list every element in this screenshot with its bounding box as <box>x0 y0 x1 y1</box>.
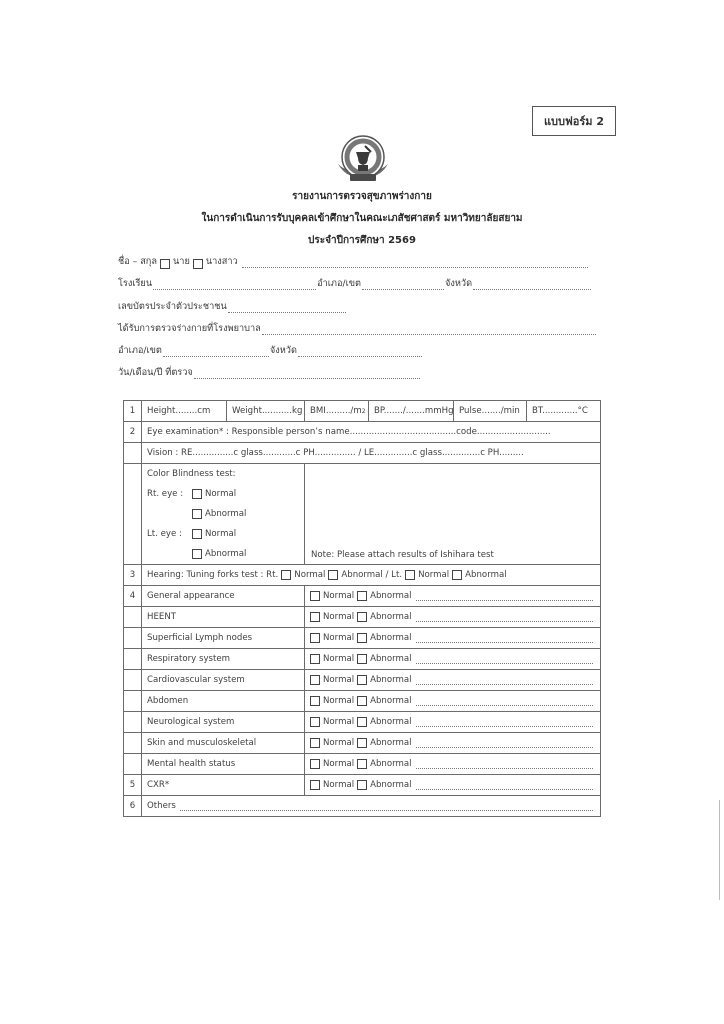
abnormal-checkbox[interactable] <box>357 654 367 664</box>
name-field[interactable] <box>242 258 588 268</box>
eye-exam-label: Eye examination* : Responsible person’s name.......................................code........................... <box>147 427 551 437</box>
abnormal-label: Abnormal <box>370 696 412 706</box>
table-row-vitals <box>124 401 601 422</box>
abnormal-checkbox[interactable] <box>357 612 367 622</box>
pulse-label: Pulse......./min <box>459 406 520 416</box>
exam-item-label: HEENT <box>142 607 305 628</box>
school-province-label: จังหวัด <box>444 278 473 289</box>
normal-checkbox[interactable] <box>310 612 320 622</box>
row-number: 3 <box>124 565 142 586</box>
row-number-empty <box>124 649 142 670</box>
row-number: 6 <box>124 796 142 817</box>
vision-field[interactable] <box>142 443 601 464</box>
school-district-field[interactable] <box>362 280 444 290</box>
abnormal-detail-field[interactable] <box>416 697 593 706</box>
normal-label: Normal <box>323 696 355 706</box>
ms-checkbox[interactable] <box>193 259 203 269</box>
hearing-rt-normal-checkbox[interactable] <box>281 570 291 580</box>
lt-eye-normal-label: Normal <box>205 529 237 539</box>
table-row-neurological <box>124 712 601 733</box>
row-number: 2 <box>124 422 142 443</box>
cxr-normal-checkbox[interactable] <box>310 780 320 790</box>
abnormal-detail-field[interactable] <box>416 634 593 643</box>
abnormal-checkbox[interactable] <box>357 675 367 685</box>
abnormal-label: Abnormal <box>370 612 412 622</box>
normal-checkbox[interactable] <box>310 759 320 769</box>
ishihara-note: Note: Please attach results of Ishihara test <box>311 550 494 560</box>
mr-label: นาย <box>173 256 190 267</box>
row-number: 1 <box>124 401 142 422</box>
abnormal-detail-field[interactable] <box>416 676 593 685</box>
exam-item-label: Mental health status <box>142 754 305 775</box>
abnormal-detail-field[interactable] <box>416 592 593 601</box>
cxr-label: CXR* <box>142 775 305 796</box>
exam-item-label: Superficial Lymph nodes <box>142 628 305 649</box>
hospital-line <box>118 321 597 336</box>
normal-label: Normal <box>323 654 355 664</box>
normal-checkbox[interactable] <box>310 654 320 664</box>
bt-label: BT.............°C <box>532 406 588 416</box>
hearing-rt-abnormal-label: Abnormal / Lt. <box>341 570 403 580</box>
id-field[interactable] <box>228 303 346 313</box>
hospital-district-label: อำเภอ/เขต <box>118 345 162 356</box>
normal-checkbox[interactable] <box>310 696 320 706</box>
rt-eye-normal-checkbox[interactable] <box>192 489 202 499</box>
lt-eye-abnormal-checkbox[interactable] <box>192 549 202 559</box>
row-number-empty <box>124 712 142 733</box>
table-row-heent <box>124 607 601 628</box>
rt-eye-abnormal-label: Abnormal <box>205 509 247 519</box>
hearing-label: Hearing: Tuning forks test : Rt. <box>147 570 279 580</box>
hospital-province-label: จังหวัด <box>269 345 297 356</box>
rt-eye-abnormal-checkbox[interactable] <box>192 509 202 519</box>
abnormal-label: Abnormal <box>370 717 412 727</box>
table-row-vision <box>124 443 601 464</box>
row-number-empty <box>124 733 142 754</box>
row-number-empty <box>124 607 142 628</box>
exam-item-label: Cardiovascular system <box>142 670 305 691</box>
table-row-skin-musculoskeletal <box>124 733 601 754</box>
abnormal-checkbox[interactable] <box>357 759 367 769</box>
pulse-field[interactable] <box>454 401 527 421</box>
report-title: รายงานการตรวจสุขภาพร่างกาย <box>292 191 432 202</box>
row-number-empty <box>124 754 142 775</box>
table-row-general-appearance <box>124 586 601 607</box>
lt-eye-abnormal-label: Abnormal <box>205 549 247 559</box>
hospital-location-line <box>118 343 423 358</box>
abnormal-detail-field[interactable] <box>416 655 593 664</box>
cxr-detail-field[interactable] <box>416 781 593 790</box>
abnormal-checkbox[interactable] <box>357 717 367 727</box>
color-blindness-cell <box>142 464 305 565</box>
abnormal-detail-field[interactable] <box>416 739 593 748</box>
rt-eye-normal-label: Normal <box>205 489 237 499</box>
abnormal-label: Abnormal <box>370 633 412 643</box>
hospital-field[interactable] <box>262 325 596 335</box>
scan-edge <box>719 800 720 900</box>
normal-checkbox[interactable] <box>310 675 320 685</box>
normal-label: Normal <box>323 675 355 685</box>
row-number-empty <box>124 691 142 712</box>
row-number: 4 <box>124 586 142 607</box>
bp-label: BP......./.......mmHg <box>374 406 454 416</box>
normal-label: Normal <box>323 633 355 643</box>
normal-checkbox[interactable] <box>310 633 320 643</box>
school-field[interactable] <box>153 280 316 290</box>
rt-eye-label: Rt. eye : <box>147 489 184 499</box>
abnormal-label: Abnormal <box>370 654 412 664</box>
row-number-empty <box>124 443 142 464</box>
table-row-cardiovascular <box>124 670 601 691</box>
row-number-empty <box>124 670 142 691</box>
abnormal-checkbox[interactable] <box>357 633 367 643</box>
school-district-label: อำเภอ/เขต <box>317 278 361 289</box>
bmi-field[interactable] <box>305 401 369 421</box>
exam-item-label: Respiratory system <box>142 649 305 670</box>
bt-field[interactable] <box>527 401 600 421</box>
table-row-cxr <box>124 775 601 796</box>
normal-label: Normal <box>323 738 355 748</box>
ms-label: นางสาว <box>205 256 238 267</box>
height-field[interactable] <box>142 401 227 421</box>
table-row-abdomen <box>124 691 601 712</box>
exam-date-field[interactable] <box>194 369 420 379</box>
exam-date-line <box>118 365 421 380</box>
hearing-lt-normal-label: Normal <box>418 570 450 580</box>
exam-item-label: Abdomen <box>142 691 305 712</box>
table-row-others <box>124 796 601 817</box>
abnormal-detail-field[interactable] <box>416 718 593 727</box>
cxr-abnormal-checkbox[interactable] <box>357 780 367 790</box>
abnormal-checkbox[interactable] <box>357 696 367 706</box>
weight-label: Weight...........kg <box>232 406 303 416</box>
lt-eye-label: Lt. eye : <box>147 529 182 539</box>
abnormal-checkbox[interactable] <box>357 738 367 748</box>
hearing-rt-normal-label: Normal <box>294 570 326 580</box>
abnormal-label: Abnormal <box>370 759 412 769</box>
abnormal-label: Abnormal <box>370 591 412 601</box>
abnormal-label: Abnormal <box>370 738 412 748</box>
exam-item-label: Neurological system <box>142 712 305 733</box>
hearing-lt-abnormal-checkbox[interactable] <box>452 570 462 580</box>
normal-checkbox[interactable] <box>310 738 320 748</box>
form-number-badge <box>532 106 616 136</box>
normal-label: Normal <box>323 759 355 769</box>
bmi-label: BMI........./m <box>310 406 362 416</box>
school-province-field[interactable] <box>473 280 591 290</box>
table-row-eye-exam <box>124 422 601 443</box>
abnormal-detail-field[interactable] <box>416 613 593 622</box>
row-number-empty <box>124 464 142 565</box>
abnormal-checkbox[interactable] <box>357 591 367 601</box>
id-line <box>118 299 347 314</box>
school-line <box>118 276 592 291</box>
hearing-rt-abnormal-checkbox[interactable] <box>328 570 338 580</box>
abnormal-label: Abnormal <box>370 675 412 685</box>
exam-date-label: วัน/เดือน/ปี ที่ตรวจ <box>118 367 193 378</box>
hearing-lt-abnormal-label: Abnormal <box>465 570 507 580</box>
normal-checkbox[interactable] <box>310 717 320 727</box>
eye-exam-field[interactable] <box>142 422 601 443</box>
color-blindness-title: Color Blindness test: <box>147 469 236 479</box>
exam-item-label: Skin and musculoskeletal <box>142 733 305 754</box>
hearing-lt-normal-checkbox[interactable] <box>405 570 415 580</box>
vision-label: Vision : RE...............c glass............c PH............... / LE..............c glass..............c PH......... <box>147 448 524 458</box>
ishihara-result-area[interactable] <box>305 464 601 565</box>
height-label: Height........cm <box>147 406 211 416</box>
normal-label: Normal <box>323 612 355 622</box>
report-subtitle: ในการดำเนินการรับบุคคลเข้าศึกษาในคณะเภสัชศาสตร์ มหาวิทยาลัยสยาม <box>201 213 523 224</box>
normal-label: Normal <box>323 717 355 727</box>
abnormal-detail-field[interactable] <box>416 760 593 769</box>
id-label: เลขบัตรประจำตัวประชาชน <box>118 301 227 312</box>
mr-checkbox[interactable] <box>160 259 170 269</box>
table-row-lymph-nodes <box>124 628 601 649</box>
exam-item-label: General appearance <box>142 586 305 607</box>
normal-label: Normal <box>323 591 355 601</box>
bp-field[interactable] <box>369 401 454 421</box>
bmi-superscript: 2 <box>361 407 366 415</box>
weight-field[interactable] <box>227 401 305 421</box>
normal-label: Normal <box>323 780 355 790</box>
row-number-empty <box>124 628 142 649</box>
lt-eye-normal-checkbox[interactable] <box>192 529 202 539</box>
table-row-mental-health <box>124 754 601 775</box>
hospital-province-field[interactable] <box>298 347 422 357</box>
table-row-color-blindness <box>124 464 601 565</box>
school-label: โรงเรียน <box>118 278 153 289</box>
row-number: 5 <box>124 775 142 796</box>
name-line <box>118 254 589 269</box>
exam-table <box>123 400 601 817</box>
table-row-respiratory <box>124 649 601 670</box>
name-label: ชื่อ – สกุล <box>118 256 157 267</box>
others-label: Others <box>147 801 176 811</box>
normal-checkbox[interactable] <box>310 591 320 601</box>
badge-label: แบบฟอร์ม 2 <box>543 115 605 128</box>
abnormal-label: Abnormal <box>370 780 412 790</box>
hospital-label: ได้รับการตรวจร่างกายที่โรงพยาบาล <box>118 323 261 334</box>
table-row-hearing <box>124 565 601 586</box>
others-field[interactable] <box>180 802 593 811</box>
university-seal-icon <box>334 130 392 186</box>
academic-year: ประจำปีการศึกษา 2569 <box>308 235 416 246</box>
hospital-district-field[interactable] <box>163 347 269 357</box>
